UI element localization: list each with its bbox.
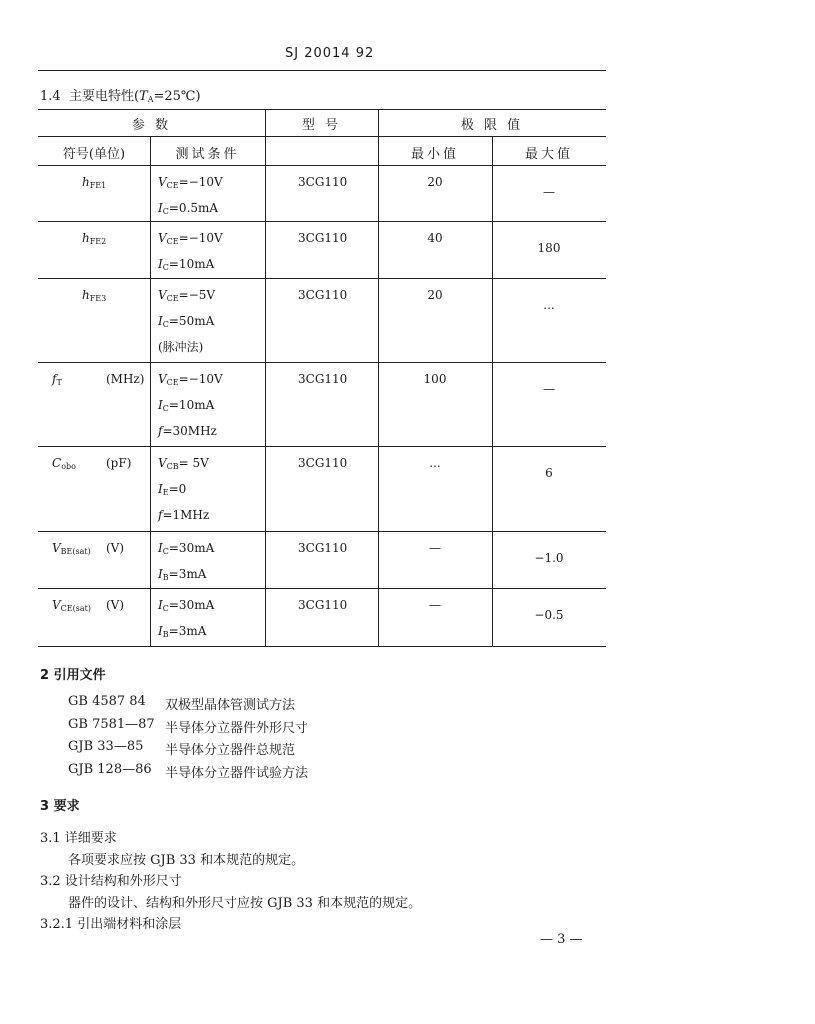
parameter-symbol: $V_{BE(sat)}$	[52, 541, 91, 556]
header-params: 参 数	[131, 118, 172, 133]
condition-line: $V_{CE}=-10V$	[158, 175, 223, 190]
parameter-symbol: $h_{FE2}$	[82, 231, 107, 246]
model-number: 3CG110	[298, 231, 348, 245]
condition-line: $I_C=10mA$	[158, 257, 215, 272]
condition-line: $I_B=3mA$	[158, 567, 207, 582]
condition-line: $I_C=0.5mA$	[158, 201, 219, 216]
header-min: 最小值	[410, 147, 459, 162]
table-bottom-rule	[38, 646, 606, 647]
parameter-unit: (MHz)	[106, 372, 145, 386]
section-3-1-body: 各项要求应按 GJB 33 和本规范的规定。	[68, 853, 305, 868]
min-value: 100	[423, 372, 447, 386]
max-value: —	[543, 185, 555, 199]
parameter-symbol: $C_{obo}$	[52, 456, 76, 471]
condition-line: $I_C=30mA$	[158, 598, 215, 613]
parameter-symbol: $f_T$	[52, 372, 62, 387]
parameter-symbol: $h_{FE3}$	[82, 288, 107, 303]
test-conditions	[158, 368, 223, 446]
header-symbol: 符号(单位)	[62, 147, 126, 162]
table-row-rule	[38, 446, 606, 447]
condition-line: $I_E=0$	[158, 482, 187, 497]
max-value: 180	[537, 241, 561, 255]
condition-line: $V_{CE}=-5V$	[158, 288, 216, 303]
table-column-rule	[265, 109, 266, 646]
min-value: 40	[427, 231, 443, 245]
model-number: 3CG110	[298, 175, 348, 189]
section-3-2-1-title: 3.2.1 引出端材料和涂层	[40, 917, 182, 932]
min-value: 20	[427, 175, 443, 189]
parameter-unit: (V)	[106, 541, 125, 555]
table-head-rule	[38, 165, 606, 166]
condition-line: f=30MHz	[158, 424, 217, 438]
table-head-rule	[38, 136, 606, 137]
section-1-4-title: 1.4 主要电特性$(T_A=25℃)$	[40, 89, 201, 104]
test-conditions	[158, 452, 209, 530]
condition-line: $V_{CE}=-10V$	[158, 231, 223, 246]
parameter-unit: (pF)	[106, 456, 132, 470]
section-2-heading: 2 引用文件	[40, 668, 106, 683]
reference-title: 半导体分立器件外形尺寸	[165, 720, 309, 736]
max-value: −0.5	[534, 608, 564, 622]
parameter-symbol: $h_{FE1}$	[82, 175, 107, 190]
table-row-rule	[38, 588, 606, 589]
header-rule	[38, 70, 606, 71]
table-row-rule	[38, 278, 606, 279]
model-number: 3CG110	[298, 541, 348, 555]
reference-code: GB 4587 84	[68, 694, 146, 709]
condition-line: $V_{CE}=-10V$	[158, 372, 223, 387]
header-limits: 极 限 值	[460, 118, 524, 133]
model-number: 3CG110	[298, 456, 348, 470]
table-row-rule	[38, 221, 606, 222]
section-3-2-body: 器件的设计、结构和外形尺寸应按 GJB 33 和本规范的规定。	[68, 896, 422, 911]
table-row-rule	[38, 531, 606, 532]
reference-code: GJB 33—85	[68, 739, 144, 754]
model-number: 3CG110	[298, 372, 348, 386]
min-value: 20	[427, 288, 443, 302]
condition-line: $I_C=10mA$	[158, 398, 215, 413]
table-top-rule	[38, 109, 606, 110]
parameter-symbol: $V_{CE(sat)}$	[52, 598, 91, 613]
condition-line: f=1MHz	[158, 508, 210, 522]
max-value: −1.0	[534, 551, 564, 565]
test-conditions	[158, 171, 223, 223]
table-row-rule	[38, 362, 606, 363]
section-3-heading: 3 要求	[40, 799, 80, 814]
min-value: —	[429, 598, 441, 612]
section-3-1-title: 3.1 详细要求	[40, 831, 117, 846]
max-value: ...	[543, 298, 555, 312]
condition-line: (脉冲法)	[158, 340, 204, 354]
max-value: —	[543, 382, 555, 396]
model-number: 3CG110	[298, 598, 348, 612]
reference-title: 双极型晶体管测试方法	[165, 698, 296, 713]
section-3-2-title: 3.2 设计结构和外形尺寸	[40, 874, 182, 889]
test-conditions	[158, 537, 214, 589]
condition-line: $I_B=3mA$	[158, 624, 207, 639]
header-conditions: 测试条件	[175, 147, 240, 162]
test-conditions	[158, 594, 214, 646]
header-model: 型 号	[301, 118, 342, 133]
max-value: 6	[545, 466, 553, 480]
header-max: 最大值	[524, 147, 573, 162]
reference-code: GB 7581—87	[68, 716, 155, 732]
condition-line: $I_C=50mA$	[158, 314, 215, 329]
page-number: — 3 —	[540, 932, 583, 947]
parameter-unit: (V)	[106, 598, 125, 612]
standard-number: SJ 20014 92	[285, 46, 375, 61]
min-value: —	[429, 541, 441, 555]
min-value: ...	[429, 456, 441, 470]
condition-line: $V_{CB}= 5V$	[158, 456, 209, 471]
condition-line: $I_C=30mA$	[158, 541, 215, 556]
test-conditions	[158, 284, 215, 362]
reference-title: 半导体分立器件试验方法	[165, 765, 309, 781]
test-conditions	[158, 227, 223, 279]
reference-title: 半导体分立器件总规范	[165, 743, 296, 758]
reference-code: GJB 128—86	[68, 761, 152, 777]
table-column-rule	[150, 136, 151, 646]
model-number: 3CG110	[298, 288, 348, 302]
